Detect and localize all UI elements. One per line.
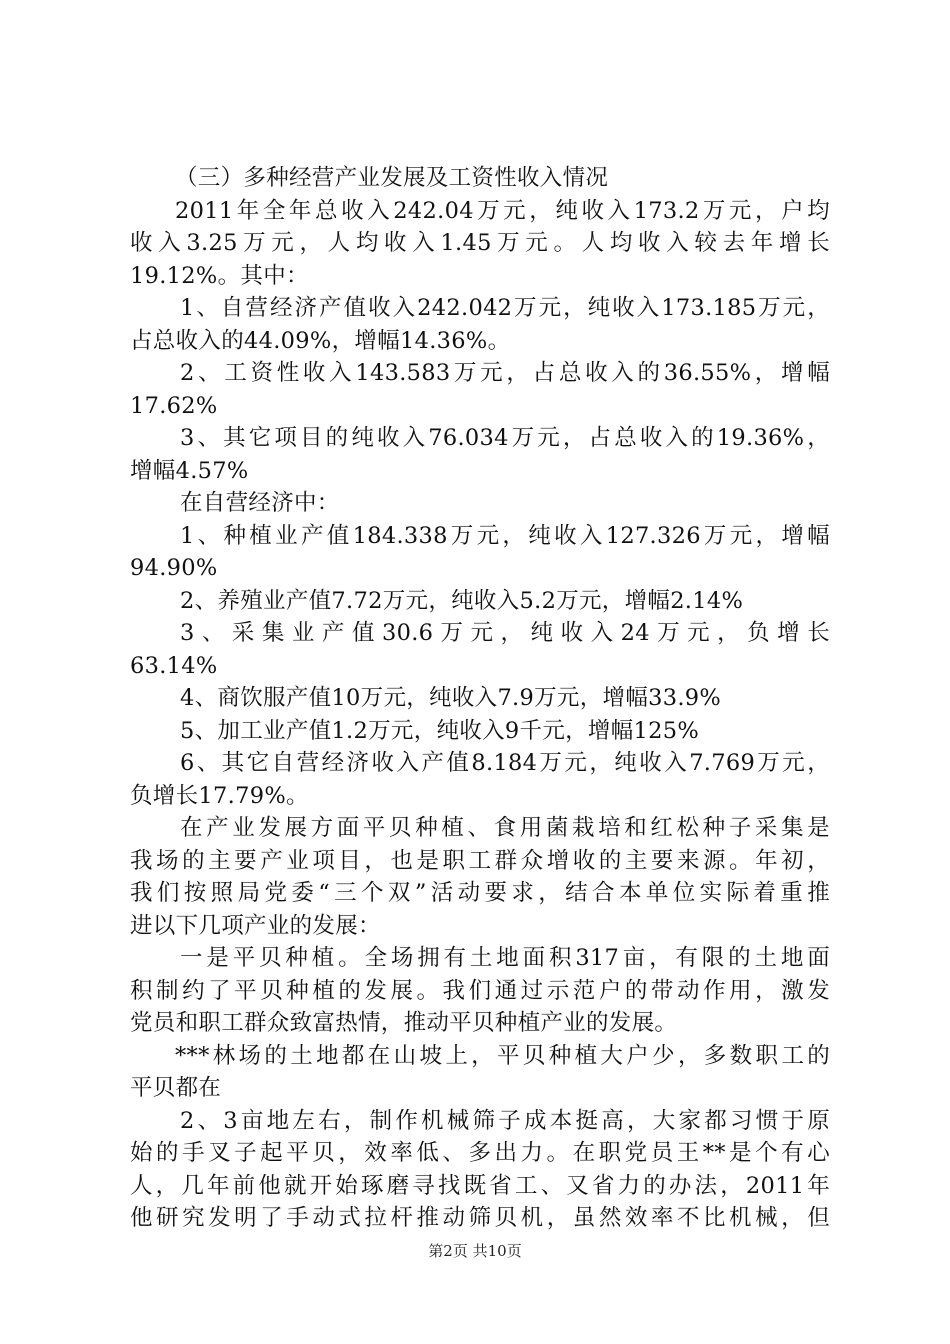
- text-line: 我们按照局党委“三个双”活动要求，结合本单位实际着重推: [130, 880, 830, 906]
- text-line: 19.12%。其中：: [130, 262, 309, 289]
- text-line: 4、商饮服产值10万元，纯收入7.9万元，增幅33.9%: [180, 685, 722, 711]
- text-line: 我场的主要产业项目，也是职工群众增收的主要来源。年初，: [130, 847, 830, 874]
- text-line: 收入3.25万元，人均收入1.45万元。人均收入较去年增长: [130, 230, 830, 256]
- text-line: 一是平贝种植。全场拥有土地面积317亩，有限的土地面: [180, 945, 830, 971]
- text-line: （三）多种经营产业发展及工资性收入情况: [175, 165, 609, 191]
- text-line: 17.62%: [130, 392, 218, 419]
- text-line: 在自营经济中：: [180, 490, 340, 516]
- text-line: 3、其它项目的纯收入76.034万元，占总收入的19.36%，: [180, 425, 830, 451]
- text-line: 他研究发明了手动式拉杆推动筛贝机，虽然效率不比机械，但: [130, 1205, 830, 1231]
- text-line: 积制约了平贝种植的发展。我们通过示范户的带动作用，激发: [130, 977, 830, 1004]
- page-footer: 第2页 共10页: [428, 1242, 522, 1260]
- text-line: 始的手叉子起平贝，效率低、多出力。在职党员王**是个有心: [130, 1140, 830, 1166]
- text-line: 94.90%: [130, 555, 218, 581]
- text-line: 2011年全年总收入242.04万元，纯收入173.2万元，户均: [175, 197, 830, 224]
- text-line: 2、工资性收入143.583万元，占总收入的36.55%，增幅: [180, 360, 830, 386]
- text-line: 党员和职工群众致富热情，推动平贝种植产业的发展。: [130, 1010, 678, 1036]
- text-line: 人，几年前他就开始琢磨寻找既省工、又省力的办法，2011年: [130, 1172, 830, 1199]
- text-line: ***林场的土地都在山坡上，平贝种植大户少，多数职工的: [175, 1042, 830, 1069]
- text-line: 6、其它自营经济收入产值8.184万元，纯收入7.769万元，: [180, 750, 830, 776]
- text-line: 增幅4.57%: [130, 457, 249, 484]
- text-line: 进以下几项产业的发展：: [130, 912, 381, 939]
- text-line: 5、加工业产值1.2万元，纯收入9千元，增幅125%: [180, 717, 700, 744]
- text-line: 占总收入的44.09%，增幅14.36%。: [130, 327, 511, 354]
- text-line: 3、采集业产值30.6万元，纯收入24万元，负增长: [180, 620, 830, 646]
- text-line: 平贝都在: [130, 1075, 222, 1101]
- text-line: 1、自营经济产值收入242.042万元，纯收入173.185万元，: [180, 295, 830, 321]
- text-line: 1、种植业产值184.338万元，纯收入127.326万元，增幅: [180, 522, 830, 549]
- document-body: [130, 162, 830, 1235]
- text-line: 负增长17.79%。: [130, 782, 309, 809]
- text-line: 在产业发展方面平贝种植、食用菌栽培和红松种子采集是: [180, 815, 830, 841]
- text-line: 2、3亩地左右，制作机械筛子成本挺高，大家都习惯于原: [180, 1107, 830, 1134]
- text-line: 2、养殖业产值7.72万元，纯收入5.2万元，增幅2.14%: [180, 587, 744, 614]
- text-line: 63.14%: [130, 652, 218, 679]
